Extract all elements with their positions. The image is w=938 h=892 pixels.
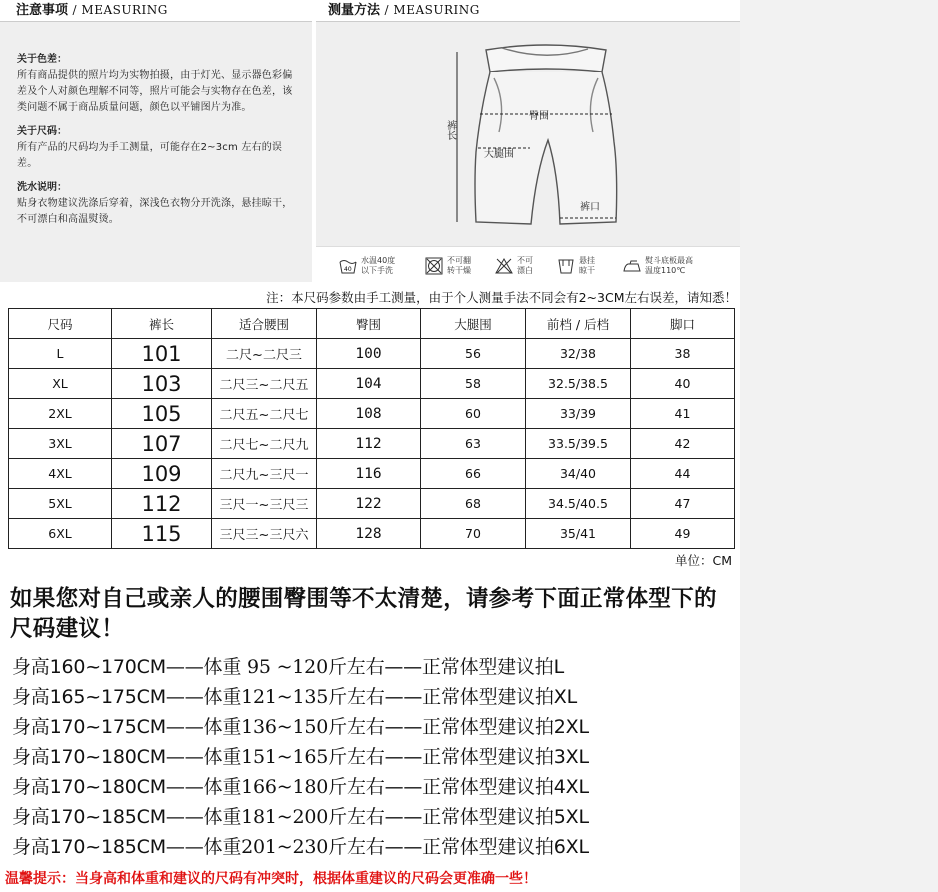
advice-size: ——正常体型建议拍5XL	[384, 806, 589, 828]
advice-weight: ——体重201~230斤左右	[165, 836, 385, 858]
advice-height: 身高170~185CM	[12, 806, 166, 828]
advice-row	[12, 712, 737, 742]
cell-size: 3XL	[9, 429, 112, 459]
care-hang-line1: 悬挂	[579, 256, 595, 265]
measure-title-en: / MEASURING	[384, 3, 480, 17]
care-icons-band	[316, 246, 740, 282]
cell-waist: 二尺~二尺三	[212, 339, 317, 369]
table-note: 注：本尺码参数由手工测量，由于个人测量手法不同会有2~3CM左右误差，请知悉！	[266, 290, 737, 305]
label-length: 裤长	[444, 120, 456, 140]
advice-row	[12, 772, 737, 802]
advice-size: ——正常体型建议拍L	[384, 656, 564, 678]
cell-rise: 35/41	[526, 519, 631, 549]
measure-header	[316, 0, 740, 22]
warm-tip: 温馨提示：当身高和体重和建议的尺码有冲突时，根据体重建议的尺码会更准确一些！	[5, 871, 537, 887]
cell-thigh: 66	[421, 459, 526, 489]
cell-size: 6XL	[9, 519, 112, 549]
advice-row	[12, 652, 737, 682]
cell-length: 109	[112, 459, 212, 489]
note-text-size: 所有产品的尺码均为手工测量，可能存在2~3cm 左右的误差。	[17, 142, 283, 169]
cell-waist: 二尺九~三尺一	[212, 459, 317, 489]
care-iron	[622, 253, 693, 279]
iron-icon	[622, 256, 642, 276]
col-hem: 脚口	[631, 309, 735, 339]
advice-weight: ——体重166~180斤左右	[165, 776, 385, 798]
cell-rise: 32/38	[526, 339, 631, 369]
advice-weight: ——体重136~150斤左右	[165, 716, 385, 738]
care-wash	[338, 253, 395, 279]
care-tumble	[424, 253, 471, 279]
cell-hip: 100	[317, 339, 421, 369]
unit-label: 单位：CM	[674, 553, 732, 568]
advice-title: 如果您对自己或亲人的腰围臀围等不太清楚，请参考下面正常体型下的尺码建议！	[10, 586, 717, 642]
advice-size: ——正常体型建议拍6XL	[384, 836, 589, 858]
care-bleach	[494, 253, 533, 279]
cell-hip: 116	[317, 459, 421, 489]
col-rise: 前档 / 后档	[526, 309, 631, 339]
measure-title: 测量方法	[328, 3, 381, 18]
advice-weight: ——体重151~165斤左右	[165, 746, 385, 768]
care-tumble-line2: 转干燥	[447, 266, 471, 275]
note-heading-wash: 洗水说明：	[17, 182, 67, 193]
notes-title-en: / MEASURING	[72, 3, 168, 17]
advice-size: ——正常体型建议拍4XL	[384, 776, 589, 798]
label-hem: 裤口	[580, 202, 600, 213]
advice-size: ——正常体型建议拍2XL	[384, 716, 589, 738]
note-heading-color: 关于色差：	[17, 54, 67, 65]
size-table	[8, 308, 735, 549]
table-row	[9, 339, 735, 369]
advice-row	[12, 802, 737, 832]
cell-size: L	[9, 339, 112, 369]
cell-waist: 三尺三~三尺六	[212, 519, 317, 549]
shorts-diagram	[316, 22, 740, 246]
cell-rise: 33.5/39.5	[526, 429, 631, 459]
svg-text:40: 40	[344, 266, 352, 273]
care-iron-line2: 温度110℃	[645, 266, 686, 275]
cell-thigh: 63	[421, 429, 526, 459]
cell-hem: 38	[631, 339, 735, 369]
cell-waist: 三尺一~三尺三	[212, 489, 317, 519]
cell-length: 112	[112, 489, 212, 519]
advice-list	[12, 652, 737, 862]
cell-hip: 122	[317, 489, 421, 519]
col-hip: 臀围	[317, 309, 421, 339]
advice-row	[12, 682, 737, 712]
cell-size: 4XL	[9, 459, 112, 489]
no-tumble-dry-icon	[424, 256, 444, 276]
advice-height: 身高170~175CM	[12, 716, 166, 738]
cell-thigh: 56	[421, 339, 526, 369]
cell-hip: 104	[317, 369, 421, 399]
care-wash-line2: 以下手洗	[361, 266, 393, 275]
cell-length: 105	[112, 399, 212, 429]
col-length: 裤长	[112, 309, 212, 339]
cell-hem: 42	[631, 429, 735, 459]
note-text-wash: 贴身衣物建议洗涤后穿着，深浅色衣物分开洗涤，悬挂晾干，不可漂白和高温熨烫。	[17, 198, 293, 225]
notes-header	[0, 0, 312, 22]
care-hang-line2: 晾干	[579, 266, 595, 275]
cell-length: 107	[112, 429, 212, 459]
note-text-color: 所有商品提供的照片均为实物拍摄，由于灯光、显示器色彩偏差及个人对颜色理解不同等，照片可能会与实物存在色差，该类问题不属于商品质量问题，颜色以平铺图片为准。	[17, 70, 293, 113]
hang-dry-icon	[556, 256, 576, 276]
care-hang	[556, 253, 595, 279]
care-tumble-line1: 不可翻	[447, 256, 471, 265]
table-header-row	[9, 309, 735, 339]
notes-panel	[0, 0, 312, 282]
advice-weight: ——体重 95 ~120斤左右	[165, 656, 385, 678]
cell-rise: 34/40	[526, 459, 631, 489]
col-thigh: 大腿围	[421, 309, 526, 339]
advice-row	[12, 832, 737, 862]
note-heading-size: 关于尺码：	[17, 126, 67, 137]
advice-height: 身高165~175CM	[12, 686, 166, 708]
no-bleach-icon	[494, 256, 514, 276]
table-row	[9, 519, 735, 549]
advice-size: ——正常体型建议拍3XL	[384, 746, 589, 768]
wash-40-icon	[338, 256, 358, 276]
cell-thigh: 58	[421, 369, 526, 399]
advice-weight: ——体重181~200斤左右	[165, 806, 385, 828]
cell-hem: 40	[631, 369, 735, 399]
cell-waist: 二尺七~二尺九	[212, 429, 317, 459]
cell-hem: 41	[631, 399, 735, 429]
cell-rise: 32.5/38.5	[526, 369, 631, 399]
care-iron-line1: 熨斗底板最高	[645, 256, 693, 265]
advice-height: 身高160~170CM	[12, 656, 166, 678]
cell-rise: 34.5/40.5	[526, 489, 631, 519]
cell-length: 101	[112, 339, 212, 369]
cell-length: 103	[112, 369, 212, 399]
cell-hip: 112	[317, 429, 421, 459]
cell-hem: 47	[631, 489, 735, 519]
table-row	[9, 429, 735, 459]
col-size: 尺码	[9, 309, 112, 339]
care-bleach-line1: 不可	[517, 256, 533, 265]
table-row	[9, 369, 735, 399]
advice-height: 身高170~185CM	[12, 836, 166, 858]
cell-hip: 108	[317, 399, 421, 429]
advice-height: 身高170~180CM	[12, 776, 166, 798]
cell-waist: 二尺三~二尺五	[212, 369, 317, 399]
cell-thigh: 68	[421, 489, 526, 519]
table-row	[9, 489, 735, 519]
advice-weight: ——体重121~135斤左右	[165, 686, 385, 708]
advice-row	[12, 742, 737, 772]
advice-size: ——正常体型建议拍XL	[384, 686, 577, 708]
shorts-illustration	[316, 22, 740, 246]
cell-thigh: 60	[421, 399, 526, 429]
cell-rise: 33/39	[526, 399, 631, 429]
label-hip: 臀围	[529, 111, 549, 122]
cell-size: 2XL	[9, 399, 112, 429]
cell-thigh: 70	[421, 519, 526, 549]
table-row	[9, 459, 735, 489]
cell-hem: 49	[631, 519, 735, 549]
notes-body	[0, 22, 312, 282]
cell-waist: 二尺五~二尺七	[212, 399, 317, 429]
table-row	[9, 399, 735, 429]
advice-height: 身高170~180CM	[12, 746, 166, 768]
care-bleach-line2: 漂白	[517, 266, 533, 275]
notes-title: 注意事项	[16, 3, 69, 18]
col-waist: 适合腰围	[212, 309, 317, 339]
cell-size: 5XL	[9, 489, 112, 519]
measure-panel	[316, 0, 740, 282]
cell-hip: 128	[317, 519, 421, 549]
care-wash-line1: 水温40度	[361, 256, 396, 265]
label-thigh: 大腿围	[484, 149, 514, 160]
cell-length: 115	[112, 519, 212, 549]
cell-hem: 44	[631, 459, 735, 489]
cell-size: XL	[9, 369, 112, 399]
